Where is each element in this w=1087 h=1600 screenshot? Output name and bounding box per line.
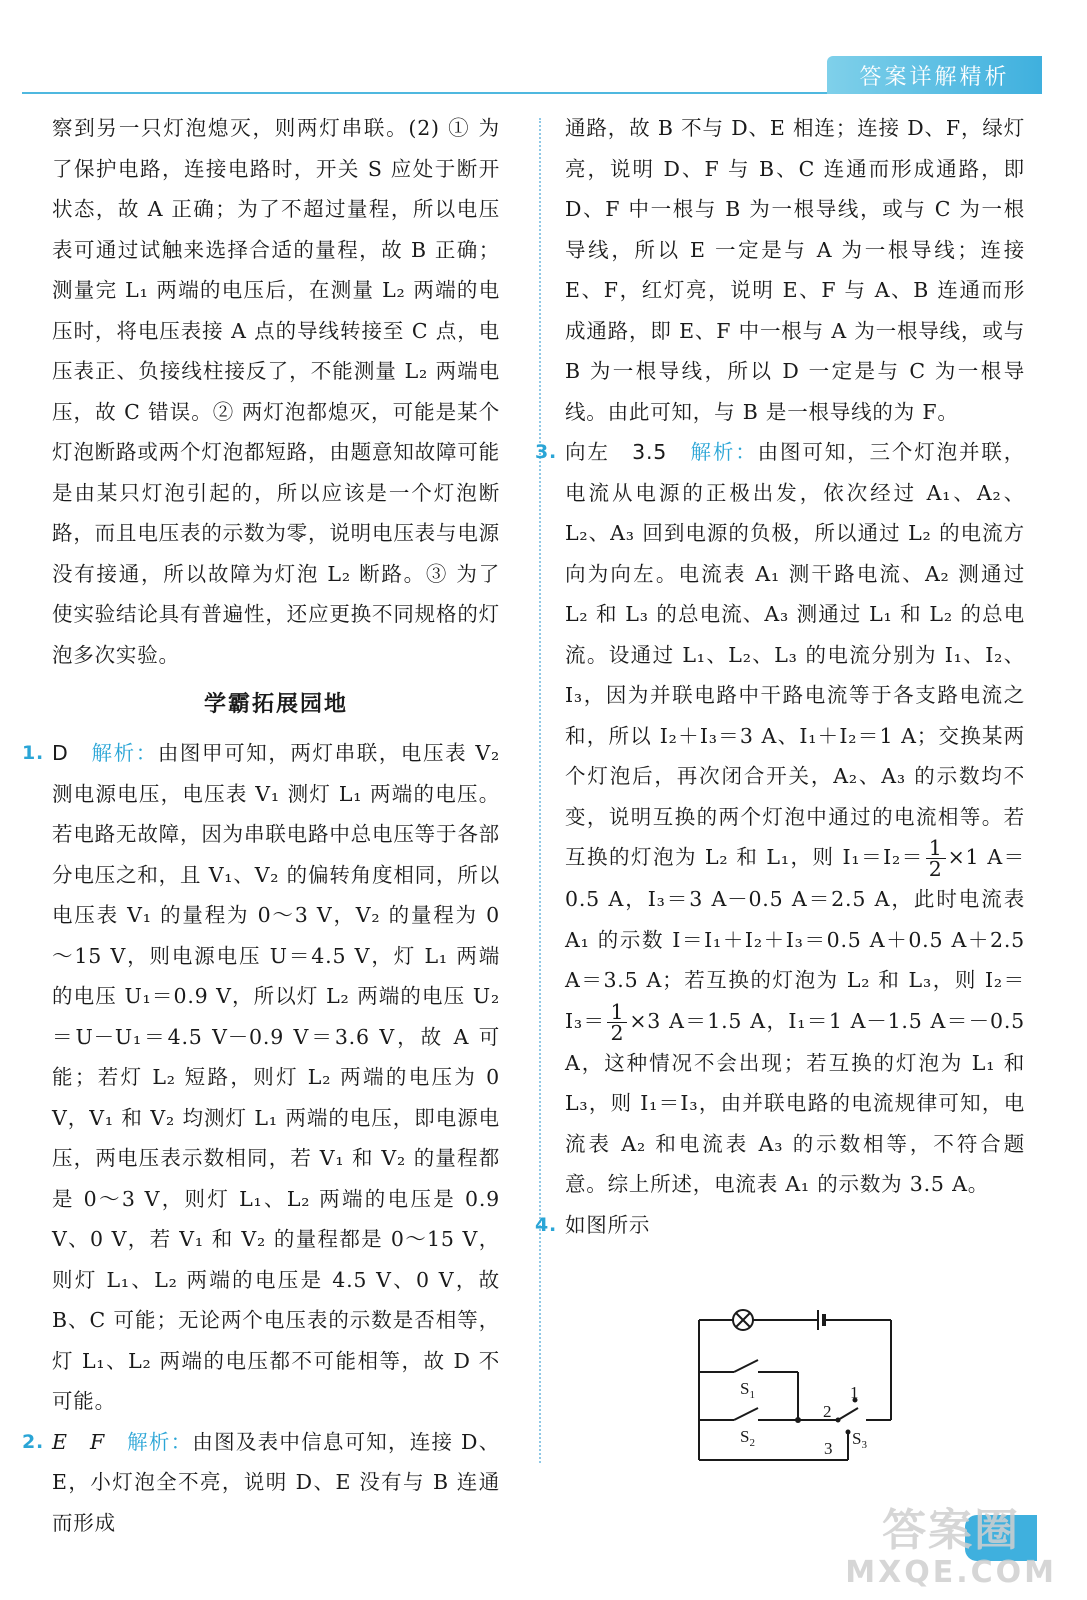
item-number: 1. [22,742,45,764]
terminal-2-label: 2 [823,1402,832,1421]
header-title: 答案详解精析 [827,56,1042,94]
fraction-half [607,999,627,1045]
item-body [22,1422,500,1544]
item-answer: 向左 3.5 [565,440,668,464]
answer-item-2 [22,1422,500,1544]
watermark-logo-text: 答案圈 [882,1505,1021,1556]
terminal-3-dot [846,1430,851,1435]
fraction-half [926,838,946,879]
fraction-denominator: 2 [610,1020,625,1045]
intro-paragraph: 察到另一只灯泡熄灭，则两灯串联。(2) ① 为了保护电路，连接电路时，开关 S 应处于断开状态，故 A 正确；为了不超过量程，所以电压表可通过试触来选择合适的量程，故 B 正确；测量完 L₁ 两端的电压后，在测量 L₂ 两端的电压时，将电压表接 A 点的导线转接至 C 点，电压表正、负接线柱接反了，不能测量 L₂ 两端电压，故 C 错误。② 两灯泡都熄灭，可能是某个灯泡断路或两个灯泡都短路，由题意知故障可能是由某只灯泡引起的，所以应该是一个灯泡断路，而且电压表的示数为零，说明电压表与电源没有接通，所以故障为灯泡 L₂ 断路。③ 为了使实验结论具有普遍性，还应更换不同规格的灯泡多次实验。 [52,116,500,667]
item-answer: 如图所示 [565,1212,651,1237]
answer-item-3 [535,432,1025,1205]
item-body [535,432,1025,1205]
left-column [22,108,500,1543]
answer-item-4 [535,1205,1025,1246]
analysis-label: 解析： [91,741,158,765]
fraction-denominator: 2 [928,857,943,881]
s2-label: $S_2$ [740,1427,755,1449]
section-title: 学霸拓展园地 [203,692,348,717]
analysis-label: 解析： [127,1429,193,1454]
continuation-paragraph: 通路，故 B 不与 D、E 相连；连接 D、F，绿灯亮，说明 D、F 与 B、C 连通而形成通路，即 D、F 中一根与 B 为一根导线，或与 C 为一根导线，所以 E 一定是与 A 为一根导线；连接 E、F，红灯亮，说明 E、F 与 A、B 连通而形成通路，即 E、F 中一根与 A 为一根导线，或与 B 为一根导线，所以 D 一定是与 C 为一根导线。由此可知，与 B 是一根导线的为 F。 [565,116,1025,424]
item-text: 由图及表中信息可知，连接 D、E，小灯泡全不亮，说明 D、E 没有与 B 连通而形成 [52,1429,500,1535]
analysis-label: 解析： [690,440,758,464]
terminal-1-label: 1 [850,1383,859,1402]
right-column [535,108,1025,1245]
item-number: 3. [535,441,558,463]
item-text-a: 由图可知，三个灯泡并联，电流从电源的正极出发，依次经过 A₁、A₂、L₂、A₃ 回到电源的负极，所以通过 L₂ 的电流方向为向左。电流表 A₁ 测干路电流、A₂ 测通过 L₂ 和 L₃ 的总电流、A₃ 测通过 L₁ 和 L₂ 的总电流。设通过 L₁、L₂、L₃ 的电流分别为 I₁、I₂、I₃，因为并联电路中干路电流等于各支路电流之和，所以 I₂＋I₃＝3 A、I₁＋I₂＝1 A；交换某两个灯泡后，再次闭合开关，A₂、A₃ 的示数均不变，说明互换的两个灯泡中通过的电流相等。若互换的灯泡为 L₂ 和 L₁，则 I₁＝I₂＝ [565,440,1025,869]
item-text-c: ×3 A＝1.5 A，I₁＝1 A－1.5 A＝－0.5 A，这种情况不会出现；若互换的灯泡为 L₁ 和 L₃，则 I₁＝I₃，由并联电路的电流规律可知，电流表 A₂ 和电流表 A₃ 的示数相等，不符合题意。综上所述，电流表 A₁ 的示数为 3.5 A。 [565,1008,1025,1196]
junction-dot [795,1417,801,1423]
item-number: 4. [535,1213,558,1236]
circuit-diagram [690,1302,910,1472]
item-number: 2. [22,1430,45,1453]
fraction-numerator: 1 [607,1002,627,1023]
item-answer: D [52,741,69,765]
watermark [845,1506,1057,1590]
switch-s1-blade [734,1360,758,1372]
answer-item-1 [22,733,500,1422]
item-answer: E F [52,1429,105,1454]
watermark-url: MXQE.COM [845,1555,1057,1590]
switch-s2-blade [734,1408,758,1420]
item-body [535,1205,1025,1246]
item-text: 由图甲可知，两灯串联，电压表 V₂ 测电源电压，电压表 V₁ 测灯 L₁ 两端的电压。若电路无故障，因为串联电路中总电压等于各部分电压之和，且 V₁、V₂ 的偏转角度相同，所以电压表 V₁ 的量程为 0～3 V，V₂ 的量程为 0～15 V，则电源电压 U＝4.5 V，灯 L₁ 两端的电压 U₁＝0.9 V，所以灯 L₂ 两端的电压 U₂＝U－U₁＝4.5 V－0.9 V＝3.6 V，故 A 可能；若灯 L₂ 短路，则灯 L₂ 两端的电压为 0 V，V₁ 和 V₂ 均测灯 L₁ 两端的电压，即电源电压，两电压表示数相同，若 V₁ 和 V₂ 的量程都是 0～3 V，则灯 L₁、L₂ 两端的电压是 0.9 V、0 V，若 V₁ 和 V₂ 的量程都是 0～15 V，则灯 L₁、L₂ 两端的电压是 4.5 V、0 V，故 B、C 可能；无论两个电压表的示数是否相等，灯 L₁、L₂ 两端的电压都不可能相等，故 D 不可能。 [52,741,500,1413]
item-text-b: ×1 A＝0.5 A，I₃＝3 A－0.5 A＝2.5 A，此时电流表 A₁ 的示数 I＝I₁＋I₂＋I₃＝0.5 A＋0.5 A＋2.5 A＝3.5 A；若互换的灯泡为 L₂ 和 L₃，则 I₂＝I₃＝ [565,845,1025,1033]
switch-s3-blade [838,1408,858,1420]
terminal-3-label: 3 [824,1439,833,1458]
terminal-2-dot [836,1418,841,1423]
s1-label: $S_1$ [740,1379,755,1401]
item-body [22,733,500,1422]
fraction-numerator: 1 [926,838,946,859]
s3-label: $S_3$ [852,1429,867,1451]
